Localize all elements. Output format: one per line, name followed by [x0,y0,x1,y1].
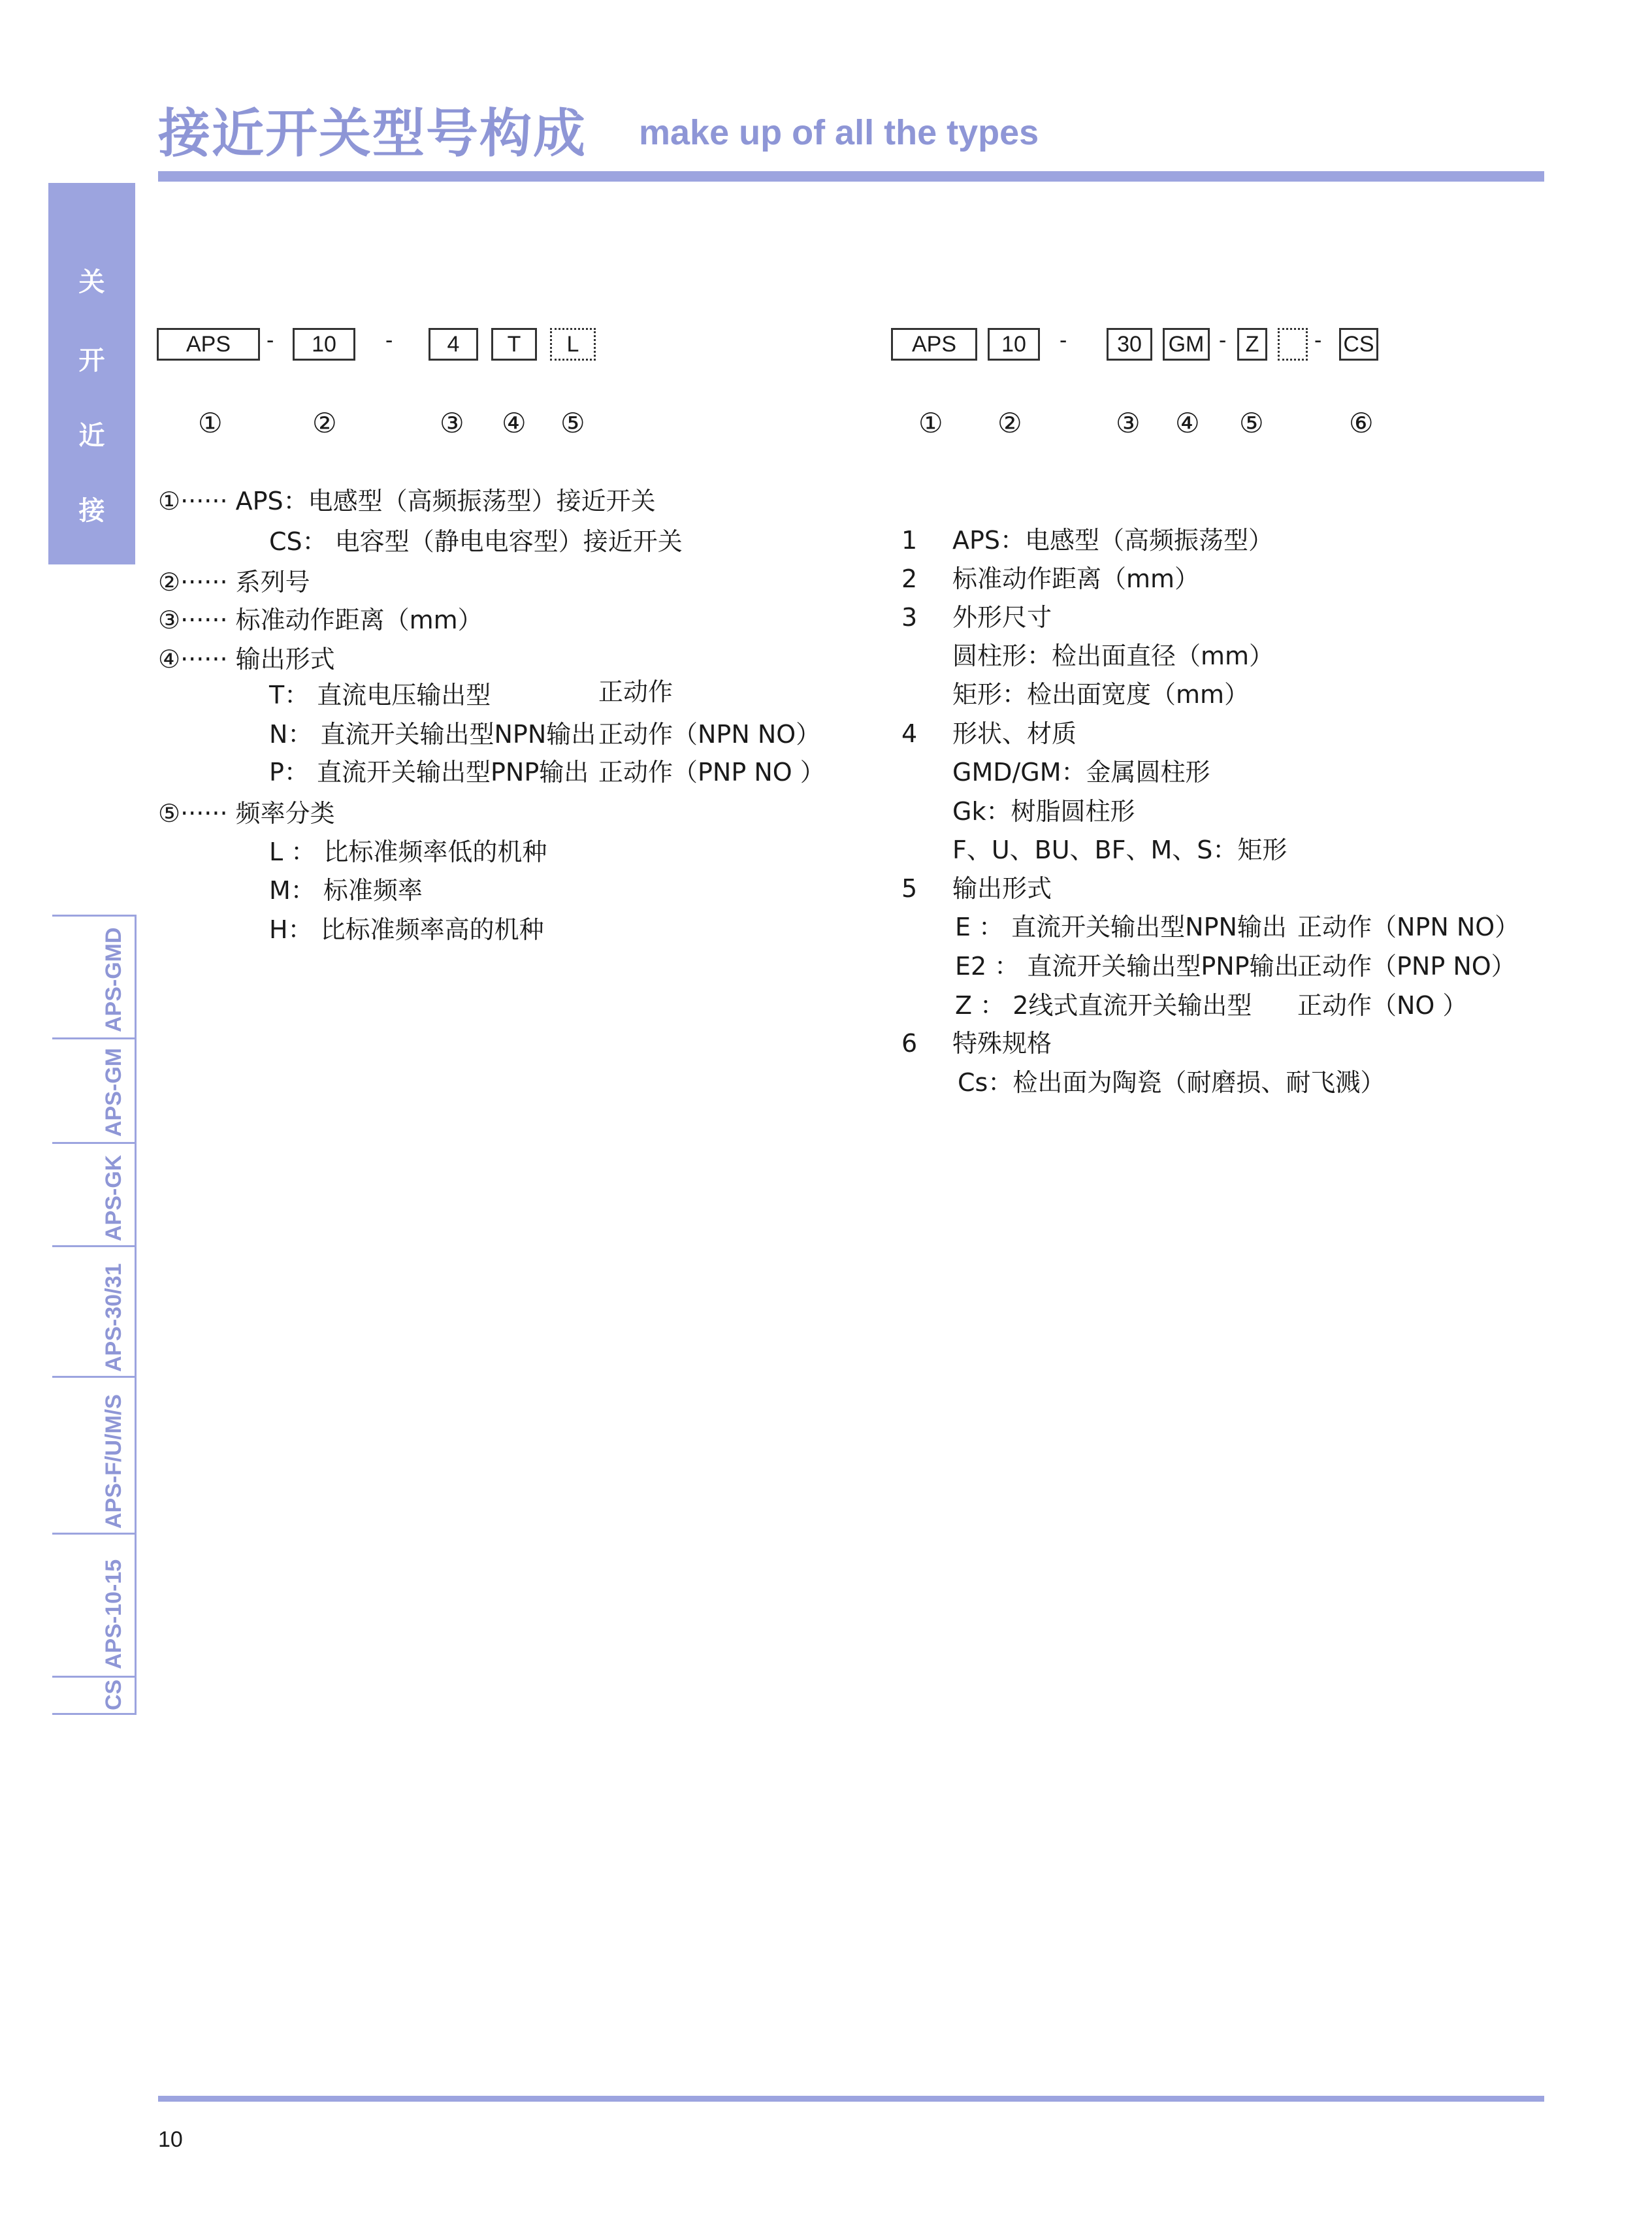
desc-line: P： 直流开关输出型PNP输出 [269,758,589,787]
marker-1: ① [198,407,223,439]
desc-line: GMD/GM：金属圆柱形 [952,758,1210,787]
nav-separator [52,1142,135,1144]
code-box: 10 [988,328,1040,361]
desc-line: F、U、BU、BF、M、S：矩形 [952,836,1288,864]
desc-number: 6 [901,1029,918,1058]
code-dash: - [385,328,393,353]
desc-line: 输出形式 [952,874,1052,903]
desc-line: N： 直流开关输出型NPN输出 [269,720,596,749]
desc-line: 正动作（NO ） [1297,991,1468,1020]
desc-line: E ： 直流开关输出型NPN输出 [955,913,1287,941]
code-box: L [550,328,596,361]
side-tab-char: 关 [78,267,105,297]
marker-5: ⑤ [560,407,585,439]
desc-line: H： 比标准频率高的机种 [269,915,544,944]
page-subtitle: make up of all the types [639,113,1039,152]
desc-line: L ： 比标准频率低的机种 [269,838,547,866]
desc-line: 正动作 [598,677,673,706]
marker-4: ④ [1175,407,1200,439]
side-section-tab[interactable] [48,183,135,564]
code-dash: - [1060,328,1067,353]
code-box [1278,328,1308,361]
code-box: Z [1237,328,1267,361]
page-number: 10 [158,2127,183,2152]
code-box: 30 [1107,328,1152,361]
nav-separator [52,1713,135,1715]
desc-line: 外形尺寸 [952,603,1052,632]
code-dash: - [1219,328,1227,353]
desc-line: ②······ 系列号 [158,568,310,596]
desc-number: 2 [901,564,918,593]
code-box: APS [157,328,260,361]
marker-1: ① [918,407,943,439]
marker-2: ② [312,407,337,439]
desc-line: ①······ APS：电感型（高频振荡型）接近开关 [158,487,656,515]
desc-line: 正动作（NPN NO） [598,720,821,749]
marker-2: ② [997,407,1022,439]
nav-separator [52,1245,135,1247]
code-box: 10 [293,328,355,361]
desc-line: ④······ 输出形式 [158,645,335,674]
desc-line: 标准动作距离（mm） [952,564,1200,593]
marker-3: ③ [1116,407,1141,439]
nav-separator [52,1676,135,1678]
desc-line: 正动作（PNP NO） [1297,952,1516,981]
page-title: 接近开关型号构成 [158,103,587,164]
desc-line: 圆柱形：检出面直径（mm） [952,642,1274,670]
desc-number: 1 [901,526,918,555]
marker-3: ③ [440,407,464,439]
code-box: T [491,328,537,361]
desc-number: 5 [901,874,918,903]
marker-6: ⑥ [1349,407,1374,439]
desc-line: 形状、材质 [952,719,1077,748]
code-box: 4 [429,328,478,361]
desc-number: 4 [901,719,918,748]
desc-line: 矩形：检出面宽度（mm） [952,680,1250,709]
nav-separator [52,915,135,917]
side-tab-char: 接 [78,496,105,526]
code-box: APS [891,328,977,361]
desc-line: T： 直流电压输出型 [269,681,491,709]
desc-line: 特殊规格 [952,1029,1052,1058]
footer-divider [158,2096,1544,2102]
code-box: GM [1163,328,1210,361]
desc-line: APS：电感型（高频振荡型） [952,526,1274,555]
desc-line: Cs：检出面为陶瓷（耐磨损、耐飞溅） [958,1068,1385,1097]
desc-line: 正动作（NPN NO） [1297,913,1520,941]
marker-5: ⑤ [1239,407,1264,439]
side-tab-char: 开 [78,346,105,376]
desc-line: 正动作（PNP NO ） [598,758,825,787]
nav-separator [52,1533,135,1535]
code-box: CS [1339,328,1378,361]
desc-number: 3 [901,603,918,632]
desc-line: Z ： 2线式直流开关输出型 [955,991,1252,1020]
code-dash: - [267,328,274,353]
desc-line: M： 标准频率 [269,876,423,905]
nav-separator [52,1376,135,1378]
desc-line: ③······ 标准动作距离（mm） [158,606,483,634]
desc-line: Gk：树脂圆柱形 [952,797,1135,826]
desc-line: ⑤······ 频率分类 [158,799,335,828]
desc-line: E2 ： 直流开关输出型PNP输出 [955,952,1299,981]
side-tab-char: 近 [78,421,105,451]
code-dash: - [1314,328,1322,353]
marker-4: ④ [502,407,526,439]
header-divider [158,171,1544,182]
desc-line: CS： 电容型（静电电容型）接近开关 [269,527,683,556]
nav-separator [52,1037,135,1039]
